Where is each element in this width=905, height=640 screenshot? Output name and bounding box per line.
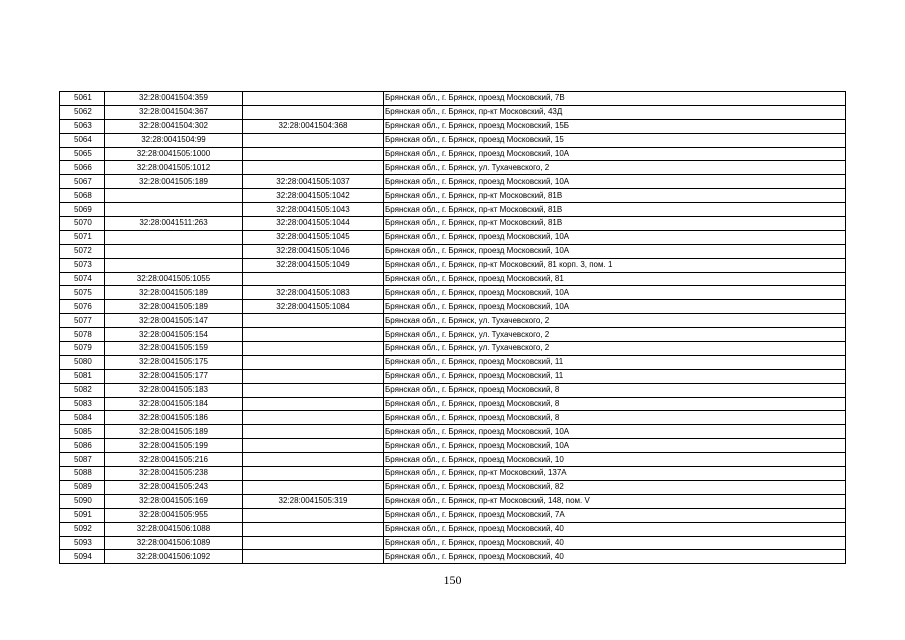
table-row — [60, 161, 846, 175]
linked-cadastral-number-cell — [243, 272, 384, 286]
cadastral-number-cell: 32:28:0041505:955 — [105, 508, 243, 522]
cadastral-number-cell: 32:28:0041504:99 — [105, 133, 243, 147]
row-number-cell: 5071 — [60, 230, 105, 244]
linked-cadastral-number-cell — [243, 328, 384, 342]
table-row — [60, 522, 846, 536]
row-number-cell: 5087 — [60, 453, 105, 467]
cadastral-number-cell: 32:28:0041511:263 — [105, 217, 243, 231]
row-number-cell: 5065 — [60, 147, 105, 161]
address-cell: Брянская обл., г. Брянск, проезд Московский, 8 — [384, 411, 846, 425]
linked-cadastral-number-cell — [243, 508, 384, 522]
linked-cadastral-number-cell: 32:28:0041504:368 — [243, 119, 384, 133]
table-row — [60, 119, 846, 133]
row-number-cell: 5089 — [60, 480, 105, 494]
cadastral-number-cell: 32:28:0041505:1000 — [105, 147, 243, 161]
cadastral-number-cell: 32:28:0041506:1092 — [105, 550, 243, 564]
address-cell: Брянская обл., г. Брянск, ул. Тухачевского, 2 — [384, 161, 846, 175]
row-number-cell: 5083 — [60, 397, 105, 411]
table-row — [60, 314, 846, 328]
address-cell: Брянская обл., г. Брянск, пр-кт Московский, 81В — [384, 203, 846, 217]
cadastral-number-cell: 32:28:0041505:177 — [105, 369, 243, 383]
address-cell: Брянская обл., г. Брянск, проезд Московский, 40 — [384, 522, 846, 536]
table-row — [60, 411, 846, 425]
row-number-cell: 5080 — [60, 355, 105, 369]
linked-cadastral-number-cell — [243, 480, 384, 494]
cadastral-number-cell: 32:28:0041505:186 — [105, 411, 243, 425]
table-row — [60, 480, 846, 494]
table-row — [60, 230, 846, 244]
address-cell: Брянская обл., г. Брянск, проезд Московский, 15Б — [384, 119, 846, 133]
cadastral-number-cell: 32:28:0041505:159 — [105, 342, 243, 356]
address-cell: Брянская обл., г. Брянск, ул. Тухачевского, 2 — [384, 328, 846, 342]
linked-cadastral-number-cell — [243, 467, 384, 481]
linked-cadastral-number-cell — [243, 105, 384, 119]
address-cell: Брянская обл., г. Брянск, проезд Московский, 7А — [384, 508, 846, 522]
row-number-cell: 5092 — [60, 522, 105, 536]
address-cell: Брянская обл., г. Брянск, проезд Московский, 81 — [384, 272, 846, 286]
address-cell: Брянская обл., г. Брянск, проезд Московский, 10А — [384, 300, 846, 314]
address-cell: Брянская обл., г. Брянск, проезд Московский, 11 — [384, 369, 846, 383]
linked-cadastral-number-cell: 32:28:0041505:1083 — [243, 286, 384, 300]
row-number-cell: 5077 — [60, 314, 105, 328]
cadastral-number-cell — [105, 189, 243, 203]
table-row — [60, 439, 846, 453]
row-number-cell: 5094 — [60, 550, 105, 564]
table-row — [60, 244, 846, 258]
row-number-cell: 5061 — [60, 92, 105, 106]
address-cell: Брянская обл., г. Брянск, пр-кт Московский, 43Д — [384, 105, 846, 119]
address-cell: Брянская обл., г. Брянск, проезд Московский, 10А — [384, 244, 846, 258]
row-number-cell: 5084 — [60, 411, 105, 425]
linked-cadastral-number-cell — [243, 411, 384, 425]
cadastral-number-cell: 32:28:0041504:367 — [105, 105, 243, 119]
table-row — [60, 536, 846, 550]
address-cell: Брянская обл., г. Брянск, проезд Московский, 10 — [384, 453, 846, 467]
table-row — [60, 133, 846, 147]
row-number-cell: 5093 — [60, 536, 105, 550]
cadastral-number-cell: 32:28:0041506:1089 — [105, 536, 243, 550]
address-cell: Брянская обл., г. Брянск, проезд Московский, 10А — [384, 147, 846, 161]
row-number-cell: 5086 — [60, 439, 105, 453]
cadastral-number-cell: 32:28:0041505:189 — [105, 425, 243, 439]
row-number-cell: 5079 — [60, 342, 105, 356]
linked-cadastral-number-cell — [243, 397, 384, 411]
row-number-cell: 5069 — [60, 203, 105, 217]
cadastral-number-cell: 32:28:0041505:189 — [105, 175, 243, 189]
row-number-cell: 5085 — [60, 425, 105, 439]
linked-cadastral-number-cell — [243, 439, 384, 453]
cadastral-number-cell: 32:28:0041505:1055 — [105, 272, 243, 286]
table-row — [60, 342, 846, 356]
linked-cadastral-number-cell — [243, 522, 384, 536]
table-row — [60, 550, 846, 564]
address-cell: Брянская обл., г. Брянск, проезд Московский, 15 — [384, 133, 846, 147]
linked-cadastral-number-cell: 32:28:0041505:1044 — [243, 217, 384, 231]
table-row — [60, 217, 846, 231]
linked-cadastral-number-cell — [243, 147, 384, 161]
linked-cadastral-number-cell — [243, 536, 384, 550]
registry-table-body — [60, 92, 846, 564]
cadastral-number-cell: 32:28:0041505:216 — [105, 453, 243, 467]
linked-cadastral-number-cell — [243, 369, 384, 383]
linked-cadastral-number-cell: 32:28:0041505:319 — [243, 494, 384, 508]
row-number-cell: 5068 — [60, 189, 105, 203]
table-row — [60, 300, 846, 314]
registry-table — [59, 91, 846, 564]
linked-cadastral-number-cell — [243, 161, 384, 175]
linked-cadastral-number-cell — [243, 314, 384, 328]
linked-cadastral-number-cell: 32:28:0041505:1084 — [243, 300, 384, 314]
table-row — [60, 203, 846, 217]
linked-cadastral-number-cell — [243, 355, 384, 369]
row-number-cell: 5076 — [60, 300, 105, 314]
address-cell: Брянская обл., г. Брянск, пр-кт Московский, 81 корп. 3, пом. 1 — [384, 258, 846, 272]
address-cell: Брянская обл., г. Брянск, проезд Московский, 10А — [384, 439, 846, 453]
cadastral-number-cell: 32:28:0041505:189 — [105, 300, 243, 314]
table-row — [60, 494, 846, 508]
address-cell: Брянская обл., г. Брянск, проезд Московский, 10А — [384, 286, 846, 300]
row-number-cell: 5072 — [60, 244, 105, 258]
cadastral-number-cell — [105, 230, 243, 244]
row-number-cell: 5066 — [60, 161, 105, 175]
linked-cadastral-number-cell — [243, 453, 384, 467]
row-number-cell: 5088 — [60, 467, 105, 481]
table-row — [60, 328, 846, 342]
address-cell: Брянская обл., г. Брянск, проезд Московский, 7В — [384, 92, 846, 106]
row-number-cell: 5075 — [60, 286, 105, 300]
linked-cadastral-number-cell — [243, 133, 384, 147]
table-row — [60, 147, 846, 161]
cadastral-number-cell: 32:28:0041505:169 — [105, 494, 243, 508]
linked-cadastral-number-cell: 32:28:0041505:1046 — [243, 244, 384, 258]
cadastral-number-cell: 32:28:0041505:175 — [105, 355, 243, 369]
cadastral-number-cell: 32:28:0041505:154 — [105, 328, 243, 342]
row-number-cell: 5081 — [60, 369, 105, 383]
row-number-cell: 5067 — [60, 175, 105, 189]
cadastral-number-cell: 32:28:0041505:183 — [105, 383, 243, 397]
cadastral-number-cell: 32:28:0041505:189 — [105, 286, 243, 300]
table-row — [60, 508, 846, 522]
table-row — [60, 369, 846, 383]
table-row — [60, 467, 846, 481]
linked-cadastral-number-cell: 32:28:0041505:1037 — [243, 175, 384, 189]
address-cell: Брянская обл., г. Брянск, проезд Московский, 10А — [384, 175, 846, 189]
linked-cadastral-number-cell — [243, 383, 384, 397]
address-cell: Брянская обл., г. Брянск, проезд Московский, 82 — [384, 480, 846, 494]
row-number-cell: 5074 — [60, 272, 105, 286]
table-row — [60, 92, 846, 106]
address-cell: Брянская обл., г. Брянск, проезд Московский, 10А — [384, 230, 846, 244]
row-number-cell: 5064 — [60, 133, 105, 147]
table-row — [60, 286, 846, 300]
cadastral-number-cell: 32:28:0041505:238 — [105, 467, 243, 481]
cadastral-number-cell: 32:28:0041504:359 — [105, 92, 243, 106]
linked-cadastral-number-cell: 32:28:0041505:1043 — [243, 203, 384, 217]
cadastral-number-cell: 32:28:0041505:1012 — [105, 161, 243, 175]
table-row — [60, 425, 846, 439]
cadastral-number-cell: 32:28:0041505:147 — [105, 314, 243, 328]
address-cell: Брянская обл., г. Брянск, пр-кт Московский, 137А — [384, 467, 846, 481]
table-row — [60, 175, 846, 189]
address-cell: Брянская обл., г. Брянск, пр-кт Московский, 81В — [384, 189, 846, 203]
address-cell: Брянская обл., г. Брянск, пр-кт Московский, 81В — [384, 217, 846, 231]
linked-cadastral-number-cell — [243, 342, 384, 356]
cadastral-number-cell: 32:28:0041505:199 — [105, 439, 243, 453]
address-cell: Брянская обл., г. Брянск, ул. Тухачевского, 2 — [384, 314, 846, 328]
page-number: 150 — [443, 573, 462, 587]
cadastral-number-cell — [105, 258, 243, 272]
table-row — [60, 397, 846, 411]
linked-cadastral-number-cell — [243, 550, 384, 564]
cadastral-number-cell — [105, 244, 243, 258]
row-number-cell: 5090 — [60, 494, 105, 508]
cadastral-number-cell: 32:28:0041505:243 — [105, 480, 243, 494]
row-number-cell: 5063 — [60, 119, 105, 133]
table-row — [60, 272, 846, 286]
table-row — [60, 355, 846, 369]
linked-cadastral-number-cell — [243, 425, 384, 439]
linked-cadastral-number-cell: 32:28:0041505:1042 — [243, 189, 384, 203]
address-cell: Брянская обл., г. Брянск, проезд Московский, 11 — [384, 355, 846, 369]
address-cell: Брянская обл., г. Брянск, проезд Московский, 10А — [384, 425, 846, 439]
address-cell: Брянская обл., г. Брянск, проезд Московский, 40 — [384, 550, 846, 564]
row-number-cell: 5062 — [60, 105, 105, 119]
cadastral-number-cell: 32:28:0041506:1088 — [105, 522, 243, 536]
row-number-cell: 5091 — [60, 508, 105, 522]
address-cell: Брянская обл., г. Брянск, проезд Московский, 40 — [384, 536, 846, 550]
row-number-cell: 5070 — [60, 217, 105, 231]
linked-cadastral-number-cell: 32:28:0041505:1045 — [243, 230, 384, 244]
address-cell: Брянская обл., г. Брянск, проезд Московский, 8 — [384, 397, 846, 411]
table-row — [60, 453, 846, 467]
address-cell: Брянская обл., г. Брянск, ул. Тухачевского, 2 — [384, 342, 846, 356]
table-row — [60, 383, 846, 397]
address-cell: Брянская обл., г. Брянск, пр-кт Московский, 148, пом. V — [384, 494, 846, 508]
table-row — [60, 258, 846, 272]
linked-cadastral-number-cell — [243, 92, 384, 106]
linked-cadastral-number-cell: 32:28:0041505:1049 — [243, 258, 384, 272]
cadastral-number-cell: 32:28:0041504:302 — [105, 119, 243, 133]
row-number-cell: 5078 — [60, 328, 105, 342]
row-number-cell: 5073 — [60, 258, 105, 272]
table-row — [60, 189, 846, 203]
table-row — [60, 105, 846, 119]
row-number-cell: 5082 — [60, 383, 105, 397]
cadastral-number-cell — [105, 203, 243, 217]
address-cell: Брянская обл., г. Брянск, проезд Московский, 8 — [384, 383, 846, 397]
cadastral-number-cell: 32:28:0041505:184 — [105, 397, 243, 411]
